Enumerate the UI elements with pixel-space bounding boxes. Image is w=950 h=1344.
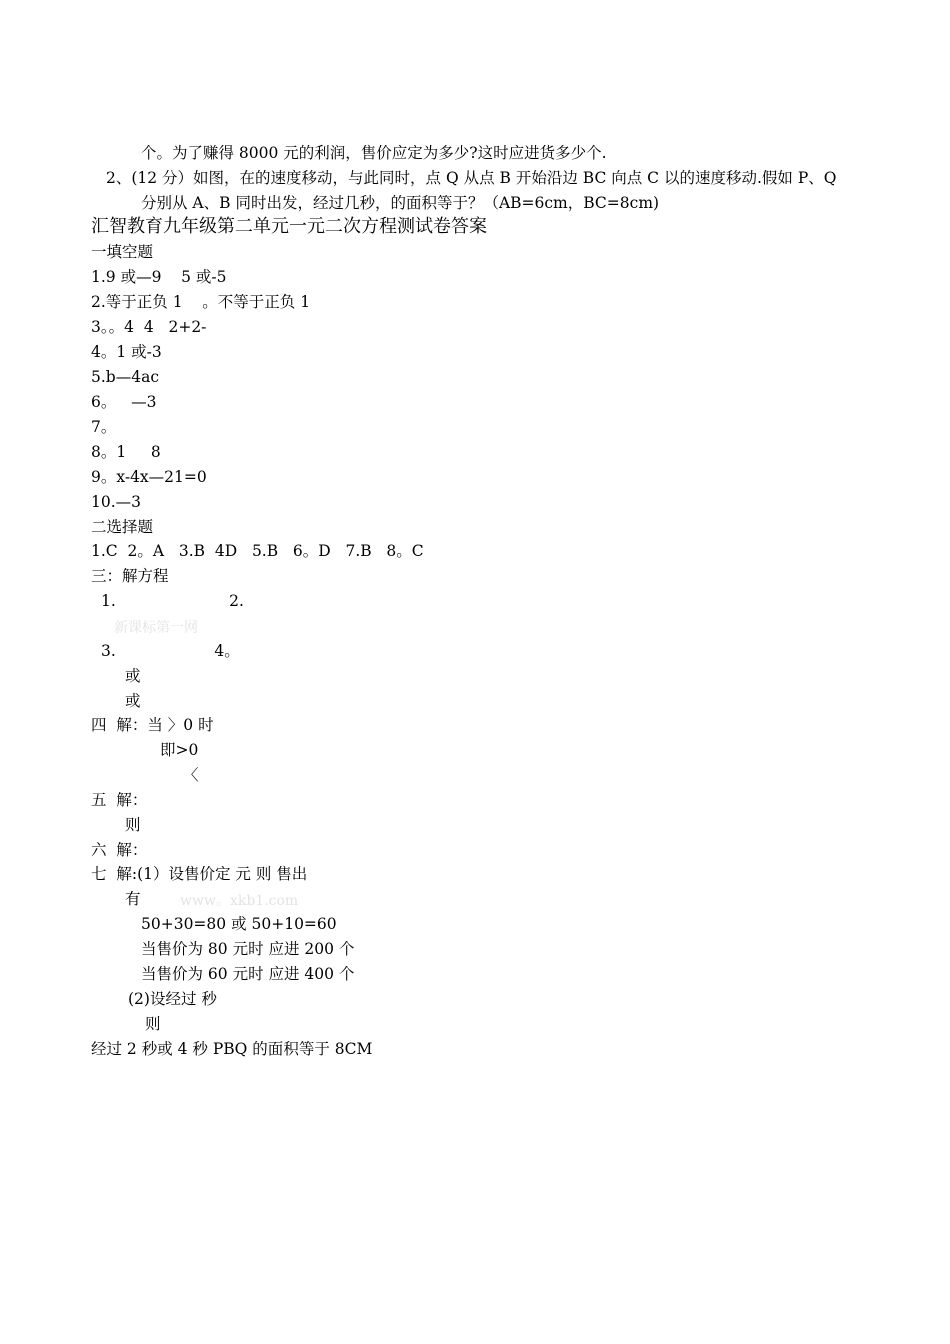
section5-line-2: 则 — [125, 816, 141, 834]
section1-item: 2.等于正负 1 。不等于正负 1 — [91, 293, 311, 311]
section1-item: 3。。4 4 2+2- — [91, 318, 207, 336]
section1-item: 9。x-4x—21=0 — [91, 468, 207, 486]
section1-item: 5.b—4ac — [91, 368, 159, 386]
section7-line-1: 七 解:(1）设售价定 元 则 售出 — [91, 865, 308, 883]
section7-line-7: 则 — [145, 1015, 161, 1033]
section1-item: 8。1 8 — [91, 443, 161, 461]
section1-item: 6。 —3 — [91, 393, 157, 411]
section1-heading: 一填空题 — [91, 243, 154, 261]
section5-line-1: 五 解： — [91, 791, 148, 809]
section7-line-5: 当售价为 60 元时 应进 400 个 — [141, 965, 355, 983]
watermark-text: www。xkb1.com — [180, 893, 299, 909]
section6-line-1: 六 解： — [91, 841, 148, 859]
section1-item: 7。 — [91, 418, 117, 436]
conclusion-line: 经过 2 秒或 4 秒 PBQ 的面积等于 8CM — [91, 1040, 373, 1058]
section3-row-1: 1. 2. — [101, 592, 244, 610]
section7-line-2: 有 — [125, 890, 141, 908]
section4-line-1: 四 解：当 〉0 时 — [91, 716, 214, 734]
section2-heading: 二选择题 — [91, 518, 154, 536]
section1-item: 1.9 或—9 5 或-5 — [91, 268, 227, 286]
answer-title: 汇智教育九年级第二单元一元二次方程测试卷答案 — [91, 216, 487, 237]
section3-or: 或 — [125, 692, 141, 710]
problem-line-1: 个。为了赚得 8000 元的利润，售价应定为多少?这时应进货多少个. — [141, 144, 607, 162]
problem-line-2: 2、(12 分）如图，在的速度移动，与此同时，点 Q 从点 B 开始沿边 BC 向点 C 以的速度移动.假如 P、Q — [106, 169, 837, 187]
section7-line-6: (2)设经过 秒 — [128, 990, 217, 1008]
section3-row-2: 3. 4。 — [101, 642, 240, 660]
problem-line-3: 分别从 A、B 同时出发，经过几秒，的面积等于？（AB=6cm，BC=8cm) — [141, 194, 660, 212]
section3-or: 或 — [125, 667, 141, 685]
section1-item: 4。1 或-3 — [91, 343, 162, 361]
section7-line-3: 50+30=80 或 50+10=60 — [141, 915, 337, 933]
section7-line-4: 当售价为 80 元时 应进 200 个 — [141, 940, 355, 958]
section4-line-3: 〈 — [183, 766, 199, 784]
section4-line-2: 即>0 — [160, 741, 199, 759]
section2-answers: 1.C 2。A 3.B 4D 5.B 6。D 7.B 8。C — [91, 542, 424, 560]
section1-item: 10.—3 — [91, 493, 142, 511]
section3-heading: 三：解方程 — [91, 567, 169, 585]
watermark-text: 新课标第一网 — [114, 620, 198, 636]
